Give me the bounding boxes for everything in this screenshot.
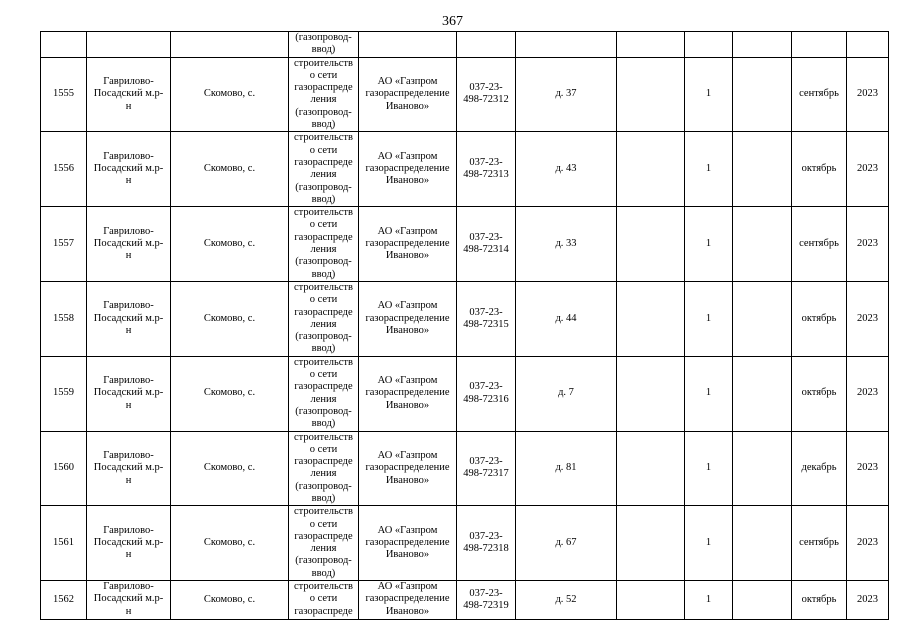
cell-month xyxy=(792,281,847,356)
district-line: н xyxy=(125,324,132,336)
count: 1 xyxy=(705,163,712,175)
district-line: Посадский м.р- xyxy=(93,387,164,399)
cell-num xyxy=(41,57,87,132)
cell-month xyxy=(792,356,847,431)
cell-settlement xyxy=(171,281,289,356)
cell-org xyxy=(359,581,457,620)
work-line: строительств xyxy=(294,356,353,368)
address: д. 37 xyxy=(555,88,577,100)
count: 1 xyxy=(705,88,712,100)
code-line: 037-23- xyxy=(469,381,503,393)
org-line: Иваново» xyxy=(385,100,430,112)
work-line: о сети xyxy=(309,69,338,81)
cell-num xyxy=(41,356,87,431)
table-row xyxy=(41,506,889,581)
org-line: АО «Газпром xyxy=(377,76,438,88)
cell-year xyxy=(847,581,889,620)
month: октябрь xyxy=(801,593,837,605)
work-line: о сети xyxy=(309,369,338,381)
work-line: строительств xyxy=(294,431,353,443)
settlement-name: Скомово, с. xyxy=(203,387,256,399)
work-line: строительств xyxy=(294,132,353,144)
cell-empty xyxy=(617,431,685,506)
address: д. 67 xyxy=(555,537,577,549)
row-number: 1560 xyxy=(53,462,74,474)
address: д. 81 xyxy=(555,462,577,474)
table-row xyxy=(41,57,889,132)
work-line: газораспреде xyxy=(294,381,353,393)
org-line: газораспределение xyxy=(365,537,450,549)
work-line: (газопровод- xyxy=(295,256,352,268)
cell-count xyxy=(685,356,733,431)
district-line: Посадский м.р- xyxy=(93,163,164,175)
cell-address xyxy=(516,431,617,506)
org-line: Иваново» xyxy=(385,250,430,262)
code-line: 037-23- xyxy=(469,587,503,599)
work-line: (газопровод- xyxy=(295,555,352,567)
org-line: АО «Газпром xyxy=(377,375,438,387)
cell-address xyxy=(516,356,617,431)
org-line: газораспределение xyxy=(365,462,450,474)
cell-count xyxy=(685,281,733,356)
work-line: газораспреде xyxy=(294,456,353,468)
table-row xyxy=(41,431,889,506)
cell-year xyxy=(847,506,889,581)
settlement-name: Скомово, с. xyxy=(203,593,256,605)
work-line: строительств xyxy=(294,506,353,518)
row-number: 1562 xyxy=(53,593,74,605)
work-line: ления xyxy=(310,244,337,256)
cell-empty xyxy=(617,57,685,132)
cell-district xyxy=(87,356,171,431)
org-line: Иваново» xyxy=(385,175,430,187)
month: сентябрь xyxy=(799,88,839,100)
cell-year xyxy=(847,431,889,506)
cell-year xyxy=(847,207,889,282)
org-line: газораспределение xyxy=(365,387,450,399)
cell-code xyxy=(457,506,516,581)
cell-org xyxy=(359,132,457,207)
cell-org xyxy=(359,57,457,132)
cell-count xyxy=(685,207,733,282)
count: 1 xyxy=(705,462,712,474)
cell-work xyxy=(289,281,359,356)
work-line: ввод) xyxy=(311,268,336,280)
work-line: ввод) xyxy=(311,567,336,579)
district-line: н xyxy=(125,549,132,561)
cell-count xyxy=(685,431,733,506)
row-number: 1561 xyxy=(53,537,74,549)
cell-address xyxy=(516,506,617,581)
cell-settlement xyxy=(171,132,289,207)
cell-district xyxy=(87,207,171,282)
org-line: Иваново» xyxy=(385,324,430,336)
table-row xyxy=(41,207,889,282)
code-line: 498-72319 xyxy=(463,600,509,612)
org-line: Иваново» xyxy=(385,605,430,617)
work-line: (газопровод- xyxy=(295,480,352,492)
cell-empty xyxy=(733,281,792,356)
work-line: ввод) xyxy=(311,492,336,504)
cell-org xyxy=(359,207,457,282)
cell-month xyxy=(792,132,847,207)
district-line: Посадский м.р- xyxy=(93,462,164,474)
org-line: АО «Газпром xyxy=(377,524,438,536)
cell-empty xyxy=(733,207,792,282)
cell-code xyxy=(457,356,516,431)
work-line: газораспреде xyxy=(294,306,353,318)
cell-num xyxy=(41,132,87,207)
code-line: 498-72314 xyxy=(463,244,509,256)
cell-empty xyxy=(733,132,792,207)
cell-count xyxy=(685,32,733,58)
cell-empty xyxy=(617,32,685,58)
year: 2023 xyxy=(857,163,878,175)
org-line: Иваново» xyxy=(385,399,430,411)
cell-district xyxy=(87,132,171,207)
work-line: (газопровод- xyxy=(295,32,352,43)
cell-num xyxy=(41,207,87,282)
cell-settlement xyxy=(171,207,289,282)
code-line: 498-72312 xyxy=(463,94,509,106)
cell-empty xyxy=(733,581,792,620)
cell-empty xyxy=(733,356,792,431)
address: д. 52 xyxy=(555,593,577,605)
code-line: 498-72315 xyxy=(463,318,509,330)
cell-empty xyxy=(617,356,685,431)
cell-org xyxy=(359,431,457,506)
org-line: газораспределение xyxy=(365,593,450,605)
code-line: 498-72317 xyxy=(463,468,509,480)
cell-district xyxy=(87,431,171,506)
year: 2023 xyxy=(857,312,878,324)
work-line: (газопровод- xyxy=(295,181,352,193)
work-line: строительств xyxy=(294,207,353,219)
work-line: о сети xyxy=(309,144,338,156)
org-line: газораспределение xyxy=(365,237,450,249)
district-line: Посадский м.р- xyxy=(93,88,164,100)
cell-month xyxy=(792,32,847,58)
work-line: газораспреде xyxy=(294,82,353,94)
cell-year xyxy=(847,281,889,356)
cell-empty xyxy=(617,581,685,620)
code-line: 498-72318 xyxy=(463,543,509,555)
cell-empty xyxy=(733,32,792,58)
cell-settlement xyxy=(171,32,289,58)
district-line: Посадский м.р- xyxy=(93,537,164,549)
work-line: ления xyxy=(310,468,337,480)
cell-month xyxy=(792,581,847,620)
cell-num xyxy=(41,32,87,58)
month: декабрь xyxy=(801,462,837,474)
cell-org xyxy=(359,356,457,431)
district-line: Гаврилово- xyxy=(103,581,154,593)
cell-org xyxy=(359,506,457,581)
cell-empty xyxy=(617,506,685,581)
year: 2023 xyxy=(857,237,878,249)
cell-work xyxy=(289,356,359,431)
work-line: ления xyxy=(310,318,337,330)
cell-count xyxy=(685,132,733,207)
cell-empty xyxy=(733,431,792,506)
work-line: ления xyxy=(310,169,337,181)
work-line: газораспреде xyxy=(294,231,353,243)
cell-settlement xyxy=(171,431,289,506)
cell-work xyxy=(289,581,359,620)
settlement-name: Скомово, с. xyxy=(203,312,256,324)
district-line: Гаврилово- xyxy=(103,150,154,162)
work-line: ввод) xyxy=(311,418,336,430)
address: д. 44 xyxy=(555,312,577,324)
code-line: 498-72313 xyxy=(463,169,509,181)
cell-code xyxy=(457,581,516,620)
work-line: газораспреде xyxy=(294,156,353,168)
org-line: АО «Газпром xyxy=(377,581,438,593)
district-line: Гаврилово- xyxy=(103,524,154,536)
month: октябрь xyxy=(801,387,837,399)
cell-settlement xyxy=(171,356,289,431)
address: д. 7 xyxy=(558,387,574,399)
code-line: 037-23- xyxy=(469,456,503,468)
cell-settlement xyxy=(171,581,289,620)
org-line: газораспределение xyxy=(365,163,450,175)
cell-district xyxy=(87,32,171,58)
org-line: газораспределение xyxy=(365,312,450,324)
cell-code xyxy=(457,207,516,282)
cell-address xyxy=(516,132,617,207)
cell-work xyxy=(289,506,359,581)
count: 1 xyxy=(705,387,712,399)
district-line: н xyxy=(125,175,132,187)
year: 2023 xyxy=(857,537,878,549)
table-row-fragment-bottom xyxy=(41,581,889,620)
cell-month xyxy=(792,207,847,282)
row-number: 1557 xyxy=(53,237,74,249)
work-line: о сети xyxy=(309,294,338,306)
cell-empty xyxy=(617,281,685,356)
cell-code xyxy=(457,132,516,207)
work-line: строительств xyxy=(294,281,353,293)
district-line: н xyxy=(125,474,132,486)
cell-address xyxy=(516,281,617,356)
address: д. 43 xyxy=(555,163,577,175)
district-line: н xyxy=(125,605,132,617)
cell-address xyxy=(516,207,617,282)
cell-year xyxy=(847,57,889,132)
work-line: ления xyxy=(310,94,337,106)
cell-district xyxy=(87,57,171,132)
cell-empty xyxy=(733,57,792,132)
row-number: 1559 xyxy=(53,387,74,399)
district-line: Гаврилово- xyxy=(103,300,154,312)
cell-count xyxy=(685,581,733,620)
table-row xyxy=(41,281,889,356)
district-line: Посадский м.р- xyxy=(93,593,164,605)
cell-num xyxy=(41,281,87,356)
work-line: ввод) xyxy=(311,343,336,355)
district-line: н xyxy=(125,250,132,262)
cell-empty xyxy=(733,506,792,581)
year: 2023 xyxy=(857,593,878,605)
work-line: газораспреде xyxy=(294,605,353,617)
code-line: 037-23- xyxy=(469,530,503,542)
code-line: 498-72316 xyxy=(463,393,509,405)
work-line: строительств xyxy=(294,581,353,593)
district-line: Посадский м.р- xyxy=(93,237,164,249)
settlement-name: Скомово, с. xyxy=(203,462,256,474)
district-line: Посадский м.р- xyxy=(93,312,164,324)
district-line: Гаврилово- xyxy=(103,375,154,387)
work-line: (газопровод- xyxy=(295,331,352,343)
work-line: (газопровод- xyxy=(295,106,352,118)
cell-work xyxy=(289,207,359,282)
cell-num xyxy=(41,431,87,506)
table-row xyxy=(41,356,889,431)
cell-num xyxy=(41,581,87,620)
org-line: АО «Газпром xyxy=(377,150,438,162)
org-line: Иваново» xyxy=(385,549,430,561)
table-row xyxy=(41,132,889,207)
org-line: АО «Газпром xyxy=(377,449,438,461)
district-line: н xyxy=(125,100,132,112)
work-line: ления xyxy=(310,543,337,555)
org-line: АО «Газпром xyxy=(377,300,438,312)
cell-district xyxy=(87,281,171,356)
work-line: строительств xyxy=(294,57,353,69)
org-line: газораспределение xyxy=(365,88,450,100)
settlement-name: Скомово, с. xyxy=(203,237,256,249)
table-body xyxy=(41,32,889,620)
cell-work xyxy=(289,32,359,58)
work-line: ввод) xyxy=(311,44,336,56)
row-number: 1556 xyxy=(53,163,74,175)
cell-district xyxy=(87,581,171,620)
cell-org xyxy=(359,32,457,58)
year: 2023 xyxy=(857,88,878,100)
code-line: 037-23- xyxy=(469,306,503,318)
cell-settlement xyxy=(171,506,289,581)
cell-num xyxy=(41,506,87,581)
code-line: 037-23- xyxy=(469,231,503,243)
work-line: ления xyxy=(310,393,337,405)
count: 1 xyxy=(705,537,712,549)
work-line: о сети xyxy=(309,443,338,455)
address: д. 33 xyxy=(555,237,577,249)
cell-district xyxy=(87,506,171,581)
count: 1 xyxy=(705,312,712,324)
cell-work xyxy=(289,57,359,132)
work-line: (газопровод- xyxy=(295,405,352,417)
org-line: Иваново» xyxy=(385,474,430,486)
settlement-name: Скомово, с. xyxy=(203,163,256,175)
cell-year xyxy=(847,132,889,207)
cell-month xyxy=(792,506,847,581)
work-line: о сети xyxy=(309,219,338,231)
district-line: Гаврилово- xyxy=(103,76,154,88)
row-number: 1555 xyxy=(53,88,74,100)
settlement-name: Скомово, с. xyxy=(203,537,256,549)
cell-count xyxy=(685,57,733,132)
cell-address xyxy=(516,57,617,132)
count: 1 xyxy=(705,237,712,249)
cell-year xyxy=(847,32,889,58)
cell-code xyxy=(457,281,516,356)
cell-empty xyxy=(617,207,685,282)
table-row-fragment-top xyxy=(41,32,889,58)
cell-address xyxy=(516,32,617,58)
work-line: газораспреде xyxy=(294,530,353,542)
cell-code xyxy=(457,57,516,132)
cell-work xyxy=(289,132,359,207)
cell-month xyxy=(792,431,847,506)
settlement-name: Скомово, с. xyxy=(203,88,256,100)
code-line: 037-23- xyxy=(469,82,503,94)
work-line: о сети xyxy=(309,518,338,530)
cell-count xyxy=(685,506,733,581)
org-line: АО «Газпром xyxy=(377,225,438,237)
cell-settlement xyxy=(171,57,289,132)
month: сентябрь xyxy=(799,537,839,549)
cell-empty xyxy=(617,132,685,207)
row-number: 1558 xyxy=(53,312,74,324)
year: 2023 xyxy=(857,462,878,474)
district-line: Гаврилово- xyxy=(103,449,154,461)
cell-month xyxy=(792,57,847,132)
district-line: Гаврилово- xyxy=(103,225,154,237)
month: октябрь xyxy=(801,312,837,324)
month: октябрь xyxy=(801,163,837,175)
cell-org xyxy=(359,281,457,356)
cell-code xyxy=(457,32,516,58)
count: 1 xyxy=(705,593,712,605)
cell-code xyxy=(457,431,516,506)
records-table xyxy=(40,31,889,620)
work-line: ввод) xyxy=(311,193,336,205)
work-line: ввод) xyxy=(311,119,336,131)
code-line: 037-23- xyxy=(469,156,503,168)
cell-address xyxy=(516,581,617,620)
year: 2023 xyxy=(857,387,878,399)
month: сентябрь xyxy=(799,237,839,249)
work-line: о сети xyxy=(309,593,338,605)
district-line: н xyxy=(125,399,132,411)
cell-year xyxy=(847,356,889,431)
cell-work xyxy=(289,431,359,506)
page-number: 367 xyxy=(442,14,463,29)
